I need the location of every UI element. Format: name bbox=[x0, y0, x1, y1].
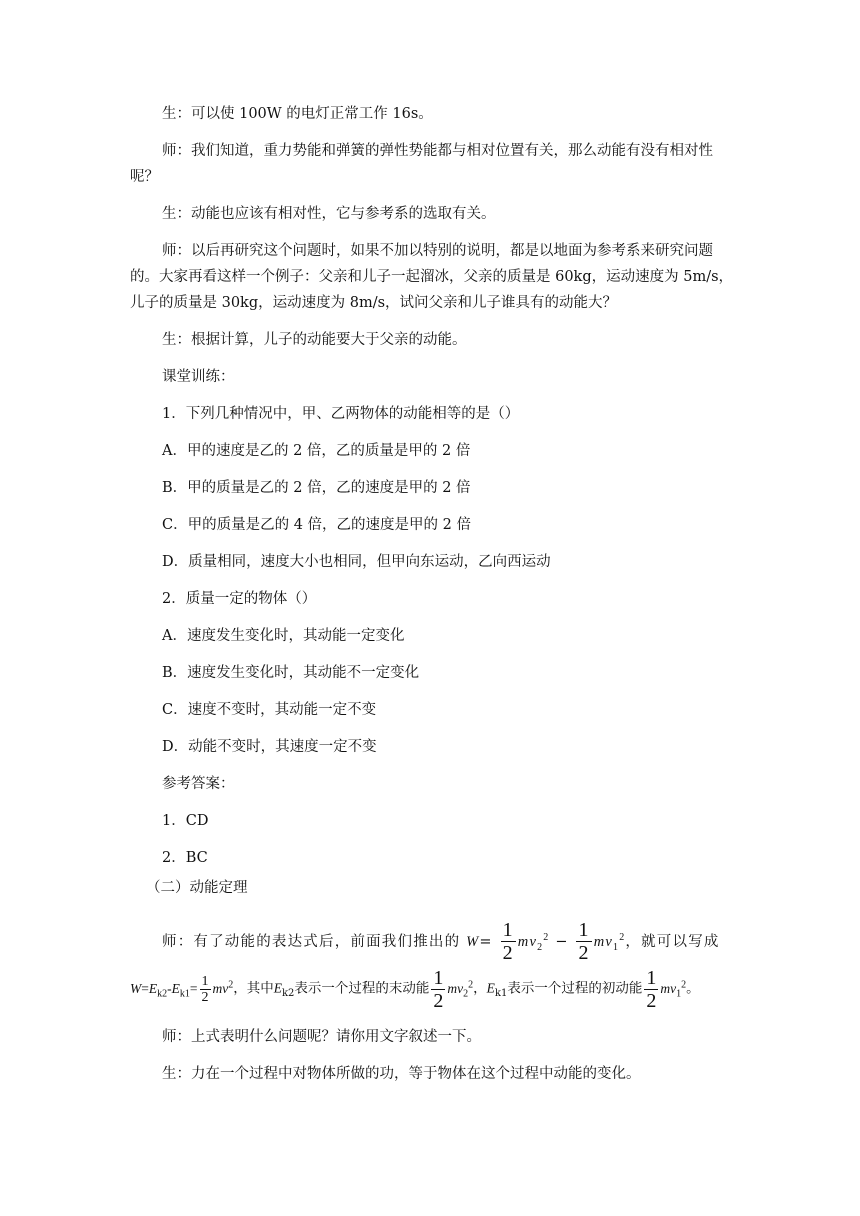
text-final-kinetic-energy: 表示一个过程的末动能 bbox=[294, 980, 430, 997]
formula-mv2-final bbox=[517, 932, 550, 953]
paragraph-student-3: 生：根据计算，儿子的动能要大于父亲的动能。 bbox=[162, 332, 467, 348]
text-initial-kinetic-energy: 表示一个过程的初动能 bbox=[507, 980, 643, 997]
question-2-option-b: B．速度发生变化时，其动能不一定变化 bbox=[162, 665, 420, 681]
question-1-option-d: D．质量相同，速度大小也相同，但甲向东运动，乙向西运动 bbox=[162, 554, 551, 570]
formula-mv: mv bbox=[593, 933, 613, 950]
section-classroom-training: 课堂训练： bbox=[162, 369, 235, 385]
comma: ， bbox=[473, 980, 487, 997]
formula-paragraph-line-1 bbox=[130, 913, 772, 963]
superscript-square: 2 bbox=[543, 932, 550, 943]
equals-sign: = bbox=[141, 980, 149, 996]
section-heading-kinetic-energy-theorem: （二）动能定理 bbox=[146, 880, 248, 896]
paragraph-student-1: 生：可以使 100W 的电灯正常工作 16s。 bbox=[162, 106, 433, 122]
paragraph-teacher-3: 师：上式表明什么问题呢？请你用文字叙述一下。 bbox=[162, 1029, 481, 1045]
answer-2: 2．BC bbox=[162, 850, 208, 866]
formula-paragraph-line-2 bbox=[130, 962, 740, 1012]
question-2-option-a: A．速度发生变化时，其动能一定变化 bbox=[162, 628, 405, 644]
fraction-denominator: 2 bbox=[433, 989, 444, 1012]
fraction-denominator: 2 bbox=[502, 942, 514, 965]
answer-1: 1．CD bbox=[162, 813, 209, 829]
fraction-half-1 bbox=[501, 919, 516, 964]
period: 。 bbox=[686, 980, 700, 997]
superscript-square: 2 bbox=[228, 979, 234, 990]
subscript-2: 2 bbox=[463, 988, 469, 1000]
question-2: 2．质量一定的物体（） bbox=[162, 591, 317, 607]
formula-mv2-final-b bbox=[447, 979, 474, 1000]
theorem-expression bbox=[130, 980, 198, 1000]
paragraph-student-4: 生：力在一个过程中对物体所做的功，等于物体在这个过程中动能的变化。 bbox=[162, 1066, 641, 1082]
question-2-option-c: C．速度不变时，其动能一定不变 bbox=[162, 702, 377, 718]
energy-symbol-2: E bbox=[486, 980, 495, 996]
superscript-square: 2 bbox=[619, 932, 626, 943]
fraction-half-4 bbox=[431, 967, 445, 1012]
fraction-numerator: 1 bbox=[502, 919, 514, 942]
energy-symbol-initial: E bbox=[171, 980, 180, 996]
subscript-1: 1 bbox=[613, 941, 620, 953]
work-symbol: W bbox=[130, 980, 142, 996]
minus-sign: - bbox=[167, 980, 172, 996]
fraction-numerator: 1 bbox=[646, 966, 657, 989]
question-1-option-c: C．甲的质量是乙的 4 倍，乙的速度是甲的 2 倍 bbox=[162, 517, 471, 533]
paragraph-teacher-2-line-1: 师：以后再研究这个问题时，如果不加以特别的说明，都是以地面为参考系来研究问题 bbox=[162, 243, 713, 259]
fraction-numerator: 1 bbox=[433, 966, 444, 989]
formula-mv2-initial-b bbox=[660, 979, 687, 1000]
formula-mv: mv bbox=[517, 933, 538, 950]
subscript-2: 2 bbox=[537, 941, 544, 953]
formula-mv: mv bbox=[447, 980, 464, 996]
equals-sign-2: = bbox=[189, 980, 198, 996]
formula-mv: mv bbox=[212, 980, 229, 996]
paragraph-teacher-2-line-3: 儿子的质量是 30kg，运动速度为 8m/s，试问父亲和儿子谁具有的动能大？ bbox=[130, 295, 618, 311]
formula-mv-squared bbox=[213, 981, 234, 996]
subscript-k1: k1 bbox=[494, 988, 508, 1000]
paragraph-teacher-1-line-2: 呢？ bbox=[130, 169, 159, 185]
paragraph-teacher-2-line-2: 的。大家再看这样一个例子：父亲和儿子一起溜冰，父亲的质量是 60kg，运动速度为 5m/s， bbox=[130, 269, 734, 285]
subscript-k2: k2 bbox=[282, 988, 295, 1000]
fraction-denominator: 2 bbox=[646, 989, 657, 1012]
question-1-option-b: B．甲的质量是乙的 2 倍，乙的速度是甲的 2 倍 bbox=[162, 480, 471, 496]
fraction-denominator: 2 bbox=[201, 989, 209, 1005]
formula-mv: mv bbox=[660, 980, 677, 996]
formula-intro-tail: ，就可以写成 bbox=[625, 933, 720, 950]
subscript-k1: k1 bbox=[179, 988, 190, 1000]
text-where: ，其中 bbox=[233, 980, 274, 997]
formula-work-symbol: W bbox=[466, 933, 480, 950]
fraction-half-3 bbox=[200, 974, 211, 1005]
paragraph-teacher-1-line-1: 师：我们知道，重力势能和弹簧的弹性势能都与相对位置有关，那么动能有没有相对性 bbox=[162, 143, 713, 159]
fraction-denominator: 2 bbox=[578, 942, 590, 965]
superscript-square: 2 bbox=[681, 979, 687, 990]
subscript-k2: k2 bbox=[157, 988, 168, 1000]
formula-intro-text: 师：有了动能的表达式后，前面我们推出的 bbox=[162, 933, 461, 950]
reference-answers-heading: 参考答案： bbox=[162, 776, 235, 792]
paragraph-student-2: 生：动能也应该有相对性，它与参考系的选取有关。 bbox=[162, 206, 496, 222]
formula-minus: − bbox=[555, 933, 569, 950]
fraction-numerator: 1 bbox=[201, 973, 209, 989]
superscript-square: 2 bbox=[468, 979, 474, 990]
formula-equals: = bbox=[479, 933, 493, 950]
energy-symbol-final: E bbox=[148, 980, 158, 996]
fraction-numerator: 1 bbox=[578, 919, 590, 942]
question-1-option-a: A．甲的速度是乙的 2 倍，乙的质量是甲的 2 倍 bbox=[162, 443, 471, 459]
formula-mv2-initial bbox=[593, 932, 626, 953]
fraction-half-2 bbox=[576, 919, 591, 964]
subscript-1: 1 bbox=[676, 988, 682, 1000]
fraction-half-5 bbox=[644, 967, 658, 1012]
question-1: 1．下列几种情况中，甲、乙两物体的动能相等的是（） bbox=[162, 406, 520, 422]
question-2-option-d: D．动能不变时，其速度一定不变 bbox=[162, 739, 377, 755]
energy-symbol: E bbox=[273, 980, 282, 996]
